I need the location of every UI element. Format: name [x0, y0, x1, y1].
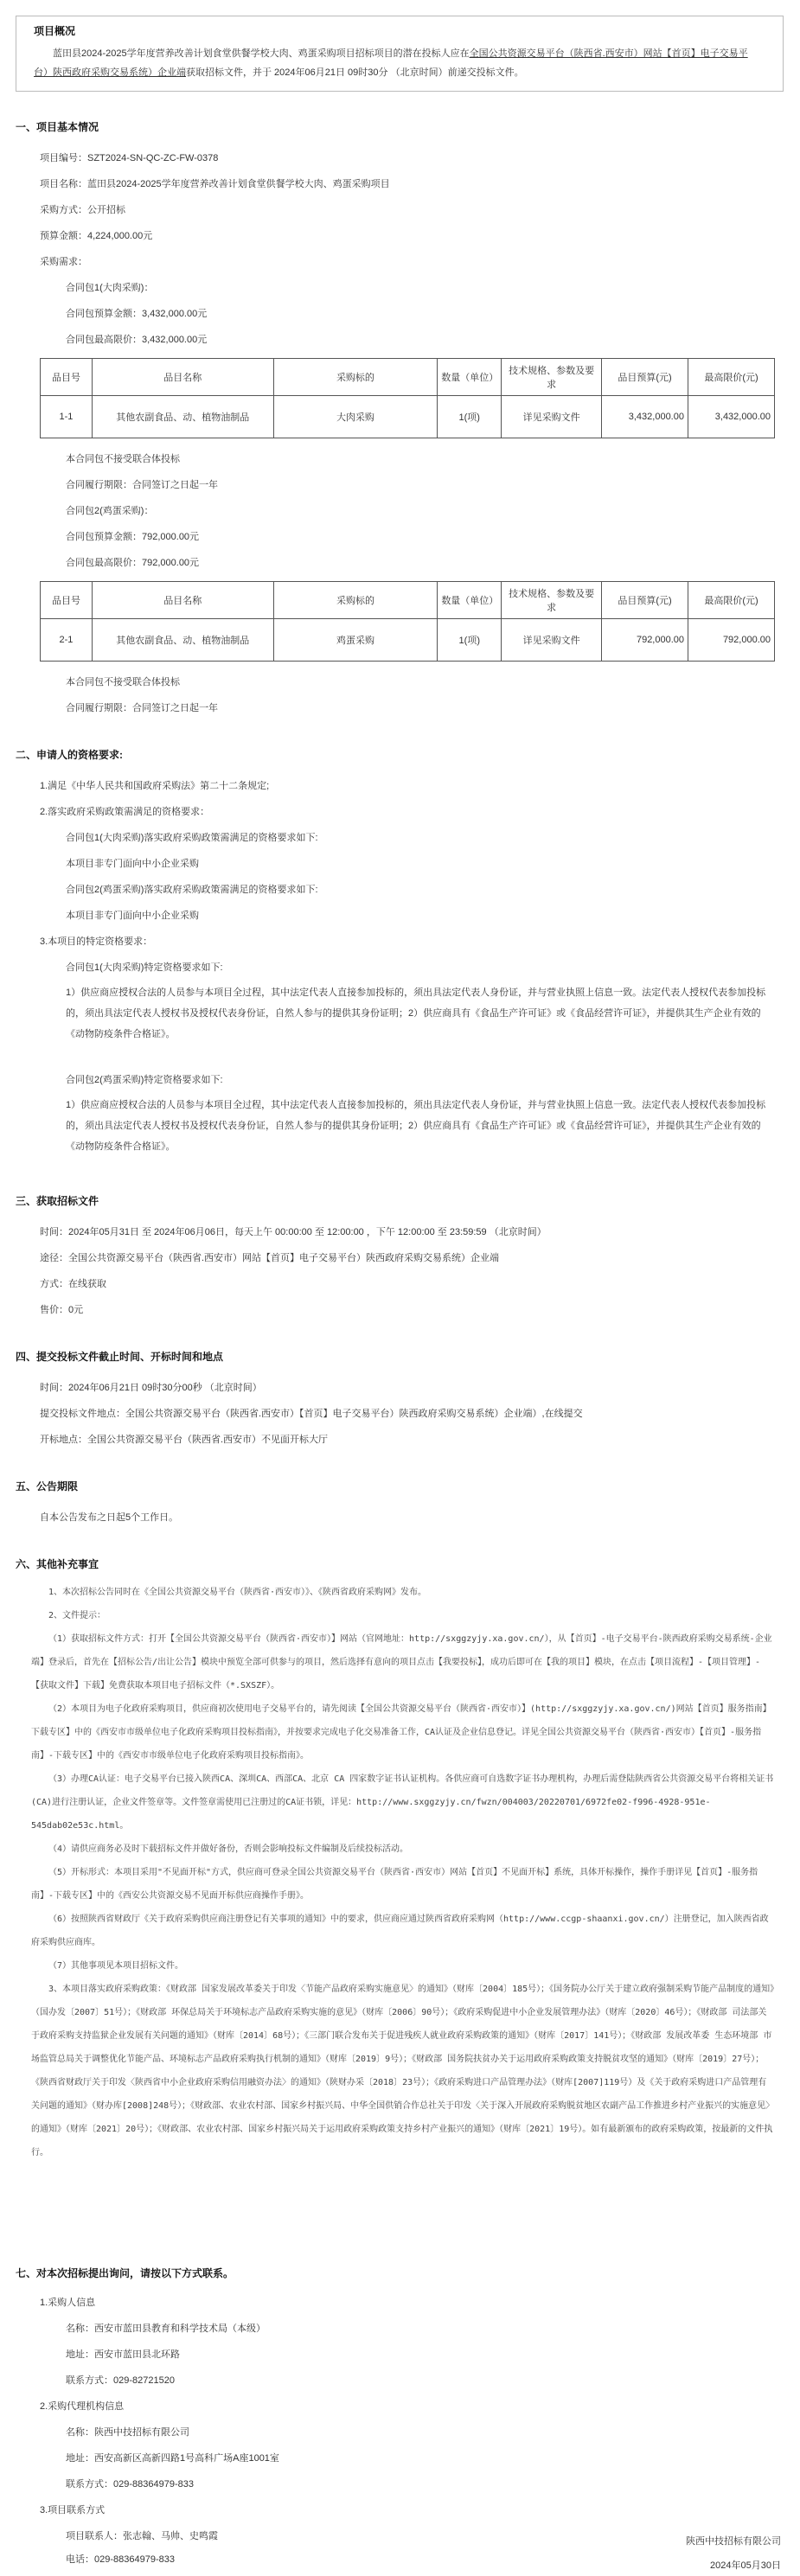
- pkg2-title: 合同包2(鸡蛋采购)：: [66, 506, 154, 516]
- supplementary-notes: [31, 1581, 775, 2164]
- pkg2-specific-requirements: 1）供应商应授权合法的人员参与本项目全过程，其中法定代表人直接参加投标的，须出具法定代表人身份证，并与营业执照上信息一致。法定代表人授权代表参加投标的，须出具法定代表人授权书及授权代表身份证，自然人参与的提供其身份证明；2）供应商具有《食品生产许可证》或《食品经营许可证》，并提供其生产企业有效的《动物防疫条件合格证》。: [66, 1100, 766, 1152]
- pkg2-max-price: 合同包最高限价：792,000.00元: [66, 558, 200, 568]
- opening-place: 开标地点：全国公共资源交易平台（陕西省.西安市）不见面开标大厅: [40, 1435, 329, 1445]
- budget-amount: 预算金额：4,224,000.00元: [40, 231, 153, 241]
- header-spec: 技术规格、参数及要求: [502, 359, 602, 396]
- bid-doc-channel: 途径：全国公共资源交易平台（陕西省.西安市）网站【首页】电子交易平台）陕西政府采购交易系统）企业端: [40, 1253, 500, 1263]
- procurement-method: 采购方式：公开招标: [40, 205, 125, 215]
- project-name: 项目名称：蓝田县2024-2025学年度营养改善计划食堂供餐学校大肉、鸡蛋采购项目: [40, 179, 390, 189]
- overview-platform-link[interactable]: 全国公共资源交易平台（陕西省.西安市）网站【首页】电子交易平台）陕西政府采购交易系统）企业端: [34, 48, 748, 78]
- section-1-title: 一、项目基本情况: [16, 121, 99, 133]
- project-contact-phone: 电话：029-88364979-833: [66, 2554, 175, 2565]
- project-contact-heading: 3.项目联系方式: [40, 2505, 106, 2515]
- table-row: 1-1 其他农副食品、动、植物油制品 大肉采购 1(项) 详见采购文件 3,432,000.00 3,432,000.00: [41, 396, 775, 438]
- purchaser-address: 地址：西安市蓝田县北环路: [66, 2349, 180, 2360]
- agency-name: 名称：陕西中技招标有限公司: [66, 2427, 189, 2438]
- overview-title: 项目概况: [34, 25, 76, 37]
- pkg1-title: 合同包1(大肉采购)：: [66, 283, 154, 293]
- header-max-price: 最高限价(元): [688, 359, 774, 396]
- qualification-line: 合同包1(大肉采购)特定资格要求如下:: [66, 962, 223, 973]
- table-header-row: [41, 359, 775, 396]
- header-quantity: 数量（单位）: [438, 359, 502, 396]
- note-paragraph: （2）本项目为电子化政府采购项目，供应商初次使用电子交易平台的，请先阅读【全国公共资源交易平台（陕西省·西安市）】(http://sxggzyjy.xa.gov.cn/)网站【首页】服务指南】下载专区】中的《西安市市级单位电子化政府采购项目投标指南》，并按要求完成电子化交易准备工作，CA认证及企业信息登记。详见全国公共资源交易平台（陕西省·西安市）【首页】-服务指南】-下载专区】中的《西安市市级单位电子化政府采购项目投标指南》。: [31, 1704, 771, 1761]
- announcement-period: 自本公告发布之日起5个工作日。: [40, 1512, 179, 1523]
- qualification-line: 1.满足《中华人民共和国政府采购法》第二十二条规定;: [40, 781, 270, 791]
- pkg1-max-price: 合同包最高限价：3,432,000.00元: [66, 335, 208, 345]
- note-paragraph: 3、本项目落实政府采购政策：《财政部 国家发展改革委关于印发〈节能产品政府采购实施意见〉的通知》（财库〔2004〕185号）；《国务院办公厅关于建立政府强制采购节能产品制度的通知》（国办发〔2007〕51号）；《财政部 环保总局关于环境标志产品政府采购实施的意见》（财库〔2006〕90号）；《政府采购促进中小企业发展管理办法》（财库〔2020〕46号）；《财政部 司法部关于政府采购支持监狱企业发展有关问题的通知》（财库〔2014〕68号）；《三部门联合发布关于促进残疾人就业政府采购政策的通知》（财库〔2017〕141号）；《财政部 发展改革委 生态环境部 市场监管总局关于调整优化节能产品、环境标志产品政府采购执行机制的通知》（财库〔2019〕9号）；《财政部 国务院扶贫办关于运用政府采购政策支持脱贫攻坚的通知》（财库〔2019〕27号）；《陕西省财政厅关于印发〈陕西省中小企业政府采购信用融资办法〉的通知》（陕财办采〔2018〕23号）；《政府采购进口产品管理办法》（财库[2007]119号）及《关于政府采购进口产品管理有关问题的通知》（财办库[2008]248号）；《财政部、农业农村部、国家乡村振兴局、中华全国供销合作总社关于印发〈关于深入开展政府采购脱贫地区农副产品工作推进乡村产业振兴的实施意见〉的通知》（财库〔2021〕20号）；《财政部、农业农村部、国家乡村振兴局关于运用政府采购政策支持乡村产业振兴的通知》（财库〔2021〕19号）。如有最新颁布的政府采购政策，按最新的文件执行。: [31, 1985, 775, 2157]
- qualification-line: 本项目非专门面向中小企业采购: [66, 859, 199, 869]
- note-paragraph: 1、本次招标公告同时在《全国公共资源交易平台（陕西省·西安市）》、《陕西省政府采购网》发布。: [48, 1588, 427, 1597]
- section-3-title: 三、获取招标文件: [16, 1195, 99, 1207]
- pkg1-table: [40, 358, 775, 438]
- note-paragraph: （5）开标形式：本项目采用"不见面开标"方式，供应商可登录全国公共资源交易平台（陕西省·西安市）网站【首页】不见面开标】系统，具体开标操作，操作手册详见【首页】-服务指南】-下载专区】中的《西安公共资源交易不见面开标供应商操作手册》。: [31, 1868, 758, 1901]
- qualification-line: 2.落实政府采购政策需满足的资格要求：: [40, 807, 210, 817]
- procurement-needs-label: 采购需求：: [40, 257, 87, 267]
- section-5-title: 五、公告期限: [16, 1480, 79, 1493]
- project-overview-box: [16, 16, 784, 92]
- qualification-line: 3.本项目的特定资格要求：: [40, 936, 153, 947]
- pkg2-period: 合同履行期限：合同签订之日起一年: [66, 703, 218, 713]
- project-number: 项目编号：SZT2024-SN-QC-ZC-FW-0378: [40, 153, 219, 163]
- note-paragraph: （3）办理CA认证：电子交易平台已接入陕西CA、深圳CA、西部CA、北京 CA 四家数字证书认证机构。各供应商可自选数字证书办理机构，办理后需登陆陕西省公共资源交易平台将相关证书(CA)进行注册认证，企业文件签章等。文件签章需使用已注册过的CA证书锁，详见：http://www.sxggzyjy.cn/fwzn/004003/20220701/6972fe02-f996-4928-951e-545dab02e53c.html。: [31, 1774, 774, 1831]
- bid-doc-price: 售价：0元: [40, 1305, 84, 1315]
- bid-doc-method: 方式：在线获取: [40, 1279, 106, 1289]
- purchaser-phone: 联系方式：029-82721520: [66, 2375, 175, 2386]
- pkg2-budget: 合同包预算金额：792,000.00元: [66, 532, 200, 542]
- agency-address: 地址：西安高新区高新四路1号高科广场A座1001室: [66, 2453, 279, 2464]
- pkg1-budget: 合同包预算金额：3,432,000.00元: [66, 309, 208, 319]
- section-7-title: 七、对本次招标提出询问，请按以下方式联系。: [16, 2267, 234, 2279]
- agency-info-heading: 2.采购代理机构信息: [40, 2401, 125, 2412]
- header-item-name: 品目名称: [92, 359, 273, 396]
- submission-place: 提交投标文件地点：全国公共资源交易平台（陕西省.西安市）【首页】电子交易平台）陕西政府采购交易系统）企业端）,在线提交: [40, 1409, 583, 1419]
- footer-date: 2024年05月30日: [710, 2560, 781, 2571]
- qualification-line: 合同包2(鸡蛋采购)落实政府采购政策需满足的资格要求如下:: [66, 885, 318, 895]
- qualification-line: 本项目非专门面向中小企业采购: [66, 911, 199, 921]
- table-row: 2-1 其他农副食品、动、植物油制品 鸡蛋采购 1(项) 详见采购文件 792,000.00 792,000.00: [41, 619, 775, 662]
- pkg1-period: 合同履行期限：合同签订之日起一年: [66, 480, 218, 490]
- purchaser-name: 名称：西安市蓝田县教育和科学技术局（本级）: [66, 2324, 266, 2334]
- purchaser-info-heading: 1.采购人信息: [40, 2298, 96, 2308]
- note-paragraph: 2、文件提示：: [48, 1611, 106, 1620]
- deadline-time: 时间：2024年06月21日 09时30分00秒 （北京时间）: [40, 1383, 262, 1393]
- qualification-line: 合同包2(鸡蛋采购)特定资格要求如下:: [66, 1075, 223, 1085]
- pkg2-table: [40, 581, 775, 662]
- pkg1-specific-requirements: 1）供应商应授权合法的人员参与本项目全过程，其中法定代表人直接参加投标的，须出具法定代表人身份证，并与营业执照上信息一致。法定代表人授权代表参加投标的，须出具法定代表人授权书及授权代表身份证，自然人参与的提供其身份证明；2）供应商具有《食品生产许可证》或《食品经营许可证》，并提供其生产企业有效的《动物防疫条件合格证》。: [66, 988, 766, 1039]
- qualification-line: 合同包1(大肉采购)落实政府采购政策需满足的资格要求如下:: [66, 833, 318, 843]
- pkg1-no-consortium: 本合同包不接受联合体投标: [66, 454, 180, 464]
- footer-organization: 陕西中技招标有限公司: [686, 2536, 781, 2547]
- overview-text: 蓝田县2024-2025学年度营养改善计划食堂供餐学校大肉、鸡蛋采购项目招标项目的潜在投标人应在全国公共资源交易平台（陕西省.西安市）网站【首页】电子交易平台）陕西政府采购交易系统）企业端获取招标文件，并于 2024年06月21日 09时30分 （北京时间）前递交投标文件。: [34, 48, 748, 78]
- note-paragraph: （1）获取招标文件方式：打开【全国公共资源交易平台（陕西省·西安市）】网站（官网地址：http://sxggzyjy.xa.gov.cn/），从【首页】-电子交易平台-陕西政府采购交易系统-企业端】登录后，首先在【招标公告/出让公告】模块中预览全部可供参与的项目，然后选择有意向的项目点击【我要投标】，成功后即可在【我的项目】模块，在点击【项目流程】-【项目管理】-【获取文件】下载】免费获取本项目电子招标文件（*.SXSZF）。: [31, 1634, 772, 1691]
- bid-doc-time: 时间：2024年05月31日 至 2024年06月06日，每天上午 00:00:00 至 12:00:00 ，下午 12:00:00 至 23:59:59 （北京时间）: [40, 1227, 547, 1237]
- header-subject: 采购标的: [273, 359, 438, 396]
- section-4-title: 四、提交投标文件截止时间、开标时间和地点: [16, 1351, 224, 1363]
- header-budget: 品目预算(元): [602, 359, 688, 396]
- note-paragraph: （7）其他事项见本项目招标文件。: [48, 1961, 184, 1971]
- note-paragraph: （6）按照陕西省财政厅《关于政府采购供应商注册登记有关事项的通知》中的要求，供应商应通过陕西省政府采购网（http://www.ccgp-shaanxi.gov.cn/）注册登记，加入陕西省政府采购供应商库。: [31, 1914, 769, 1947]
- section-6-title: 六、其他补充事宜: [16, 1558, 99, 1570]
- agency-phone: 联系方式：029-88364979-833: [66, 2479, 194, 2490]
- section-2-title: 二、申请人的资格要求:: [16, 749, 123, 761]
- table-header-row: 品目号 品目名称 采购标的 数量（单位） 技术规格、参数及要求 品目预算(元) 最高限价(元): [41, 582, 775, 619]
- header-item-no: 品目号: [41, 359, 93, 396]
- note-paragraph: （4）请供应商务必及时下载招标文件并做好备份，否则会影响投标文件编制及后续投标活动。: [48, 1844, 409, 1854]
- project-contact-names: 项目联系人：张志翰、马帅、史鸣霞: [66, 2531, 218, 2541]
- pkg2-no-consortium: 本合同包不接受联合体投标: [66, 677, 180, 687]
